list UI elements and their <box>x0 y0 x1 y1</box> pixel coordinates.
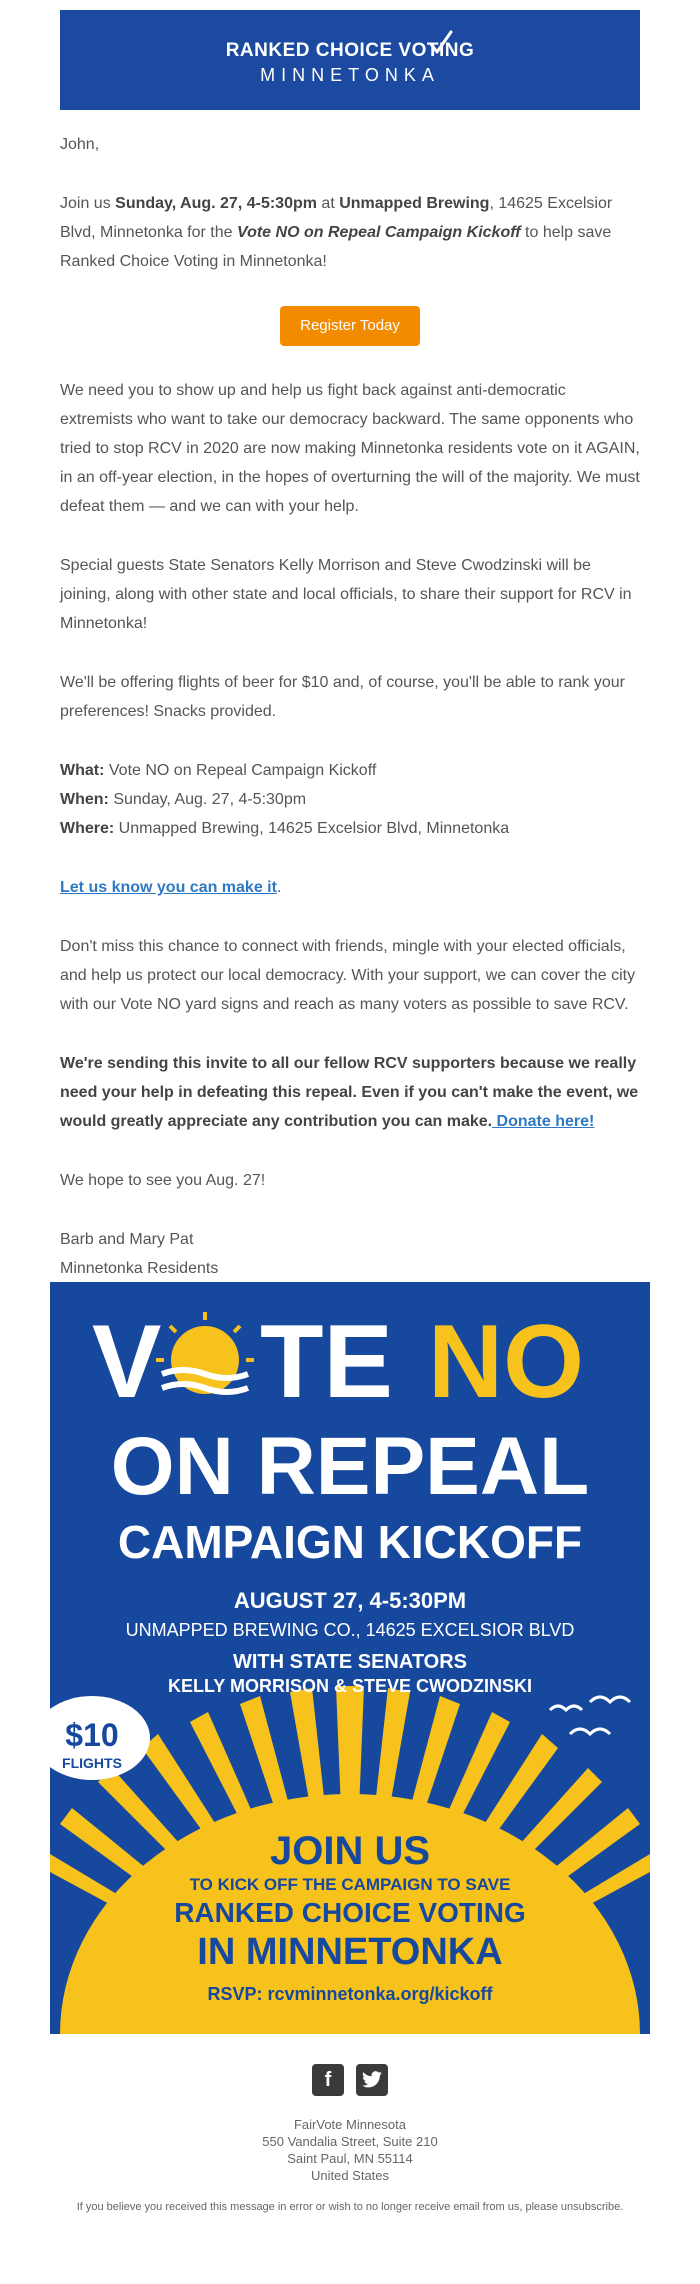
poster-on-repeal: ON REPEAL <box>110 1421 590 1512</box>
venue-name: Unmapped Brewing <box>339 195 490 212</box>
intro-text: , 14625 Excelsior Blvd, Minnetonka for the <box>60 195 613 241</box>
flights-price: $10 <box>65 1717 119 1753</box>
intro-text: to help save Ranked Choice Voting in Minnetonka! <box>60 224 612 270</box>
when-label: When: <box>60 791 109 808</box>
register-button[interactable]: Register Today <box>280 306 420 346</box>
poster-date: AUGUST 27, 4-5:30PM <box>233 1588 467 1613</box>
dont-miss-paragraph: Don't miss this chance to connect with friends, mingle with your elected officials, and help us protect our local democracy. With your support, we can cover the city with our Vote NO yard signs and reach as many voters as possible to save RCV. <box>60 938 636 1013</box>
poster-with-senators: WITH STATE SENATORS <box>232 1651 468 1673</box>
intro-text: at <box>316 195 340 212</box>
what-label: What: <box>60 762 105 779</box>
greeting: John, <box>60 136 100 153</box>
poster-rsvp: RSVP: rcvminnetonka.org/kickoff <box>207 1984 493 2004</box>
hope-paragraph: We hope to see you Aug. 27! <box>60 1172 266 1189</box>
poster-vote-v: V <box>92 1304 162 1420</box>
event-name: Vote NO on Repeal Campaign Kickoff <box>236 224 521 241</box>
twitter-bird-icon <box>361 2071 383 2089</box>
event-poster[interactable] <box>50 1282 650 2034</box>
address <box>0 2116 700 2184</box>
poster-vote-te: TE <box>260 1304 393 1420</box>
city: Saint Paul, MN 55114 <box>287 2151 413 2166</box>
beer-paragraph: We'll be offering flights of beer for $10 and, of course, you'll be able to rank your preferences! Snacks provided. <box>60 674 625 720</box>
rsvp-link[interactable]: Let us know you can make it <box>60 879 277 896</box>
intro-paragraph <box>60 189 640 276</box>
need-paragraph: We need you to show up and help us fight back against anti-democratic extremists who want to take our democracy backward. The same opponents who tried to stop RCV in 2020 are now making Minnetonka residents vote on it AGAIN, in an off-year election, in the hopes of overturning the will of the majority. We must defeat them — and we can with your help. <box>60 382 640 515</box>
footer <box>0 2064 700 2214</box>
poster-in-minnetonka: IN MINNETONKA <box>197 1931 503 1973</box>
unsubscribe-disclaimer[interactable]: If you believe you received this message in error or wish to no longer receive email from us, please unsubscribe. <box>76 2201 624 2213</box>
poster-to-kick: TO KICK OFF THE CAMPAIGN TO SAVE <box>189 1875 511 1894</box>
poster-join-us: JOIN US <box>269 1829 431 1873</box>
facebook-glyph: f <box>324 2068 332 2091</box>
poster-rcv: RANKED CHOICE VOTING <box>174 1897 526 1928</box>
sending-paragraph <box>60 1049 640 1136</box>
street: 550 Vandalia Street, Suite 210 <box>262 2134 438 2149</box>
intro-text: Join us <box>60 195 116 212</box>
logo-title: RANKED CHOICE VOTING <box>225 40 475 61</box>
event-date: Sunday, Aug. 27, 4-5:30pm <box>115 195 317 212</box>
when-value: Sunday, Aug. 27, 4-5:30pm <box>108 791 307 808</box>
rsvp-paragraph <box>60 873 640 902</box>
signature-names: Barb and Mary Pat <box>60 1231 194 1248</box>
logo-subtitle: MINNETONKA <box>260 65 440 85</box>
poster-senators: KELLY MORRISON & STEVE CWODZINSKI <box>167 1676 533 1696</box>
email-body <box>60 130 640 1342</box>
poster-kickoff: CAMPAIGN KICKOFF <box>117 1516 583 1568</box>
donate-link[interactable]: Donate here! <box>492 1113 595 1130</box>
country: United States <box>310 2168 390 2183</box>
what-value: Vote NO on Repeal Campaign Kickoff <box>104 762 377 779</box>
guests-paragraph: Special guests State Senators Kelly Morrison and Steve Cwodzinski will be joining, along with other state and local officials, to share their support for RCV in Minnetonka! <box>60 557 632 632</box>
signature-residence: Minnetonka Residents <box>60 1260 219 1277</box>
sending-text: We're sending this invite to all our fellow RCV supporters because we really need your help in defeating this repeal. Even if you can't make the event, we would greatly appreciate any contribution you can make. <box>60 1055 639 1130</box>
social-links <box>0 2064 700 2096</box>
header-banner <box>60 10 640 110</box>
where-label: Where: <box>60 820 115 837</box>
facebook-icon[interactable] <box>312 2064 344 2096</box>
rsvp-dot: . <box>276 879 282 896</box>
register-row <box>60 306 640 346</box>
where-value: Unmapped Brewing, 14625 Excelsior Blvd, Minnetonka <box>114 820 510 837</box>
event-details <box>60 756 640 843</box>
poster-venue: UNMAPPED BREWING CO., 14625 EXCELSIOR BLVD <box>125 1620 575 1640</box>
twitter-icon[interactable] <box>356 2064 388 2096</box>
flights-label: FLIGHTS <box>62 1755 122 1771</box>
poster-vote-no: NO <box>428 1304 584 1420</box>
org-name: FairVote Minnesota <box>293 2117 406 2132</box>
